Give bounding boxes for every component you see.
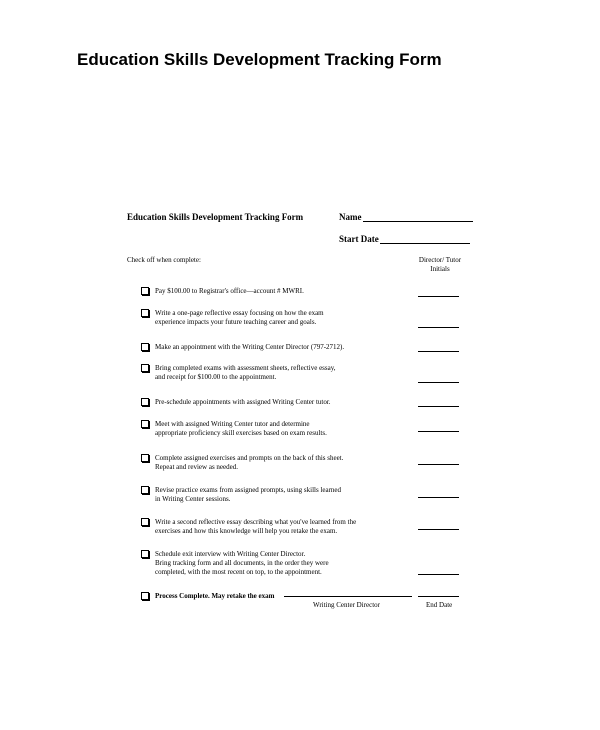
initials-line[interactable] <box>418 327 459 328</box>
list-item <box>141 550 391 577</box>
item-text: Pre-schedule appointments with assigned Writing Center tutor. <box>155 398 331 406</box>
item-text: Write a one-page reflective essay focusing on how the exam experience impacts your future teaching career and goals. <box>155 309 324 326</box>
list-item <box>141 420 391 438</box>
item-text: Make an appointment with the Writing Center Director (797-2712). <box>155 343 345 351</box>
page-title: Education Skills Development Tracking Form <box>77 50 442 69</box>
initials-line[interactable] <box>418 574 459 575</box>
list-item <box>141 287 391 296</box>
end-date-label: End Date <box>426 601 453 609</box>
initials-header: Director/ Tutor Initials <box>418 256 462 273</box>
checkbox[interactable] <box>141 454 149 462</box>
check-off-label: Check off when complete: <box>127 256 201 264</box>
checkbox[interactable] <box>141 287 149 295</box>
list-item <box>141 309 391 327</box>
item-text: Complete assigned exercises and prompts on the back of this sheet. Repeat and review as needed. <box>155 454 344 471</box>
checkbox[interactable] <box>141 486 149 494</box>
list-item <box>141 486 391 504</box>
name-label: Name <box>339 212 362 222</box>
end-date-line[interactable] <box>418 596 459 597</box>
signature-label: Writing Center Director <box>313 601 380 609</box>
name-field[interactable] <box>339 212 473 222</box>
initials-line[interactable] <box>418 406 459 407</box>
checkbox[interactable] <box>141 309 149 317</box>
checkbox[interactable] <box>141 398 149 406</box>
item-text: Revise practice exams from assigned prompts, using skills learned in Writing Center sessions. <box>155 486 342 503</box>
start-date-field[interactable] <box>339 234 470 244</box>
initials-line[interactable] <box>418 431 459 432</box>
final-item <box>141 592 281 601</box>
initials-line[interactable] <box>418 382 459 383</box>
initials-line[interactable] <box>418 351 459 352</box>
start-date-label: Start Date <box>339 234 379 244</box>
list-item <box>141 518 391 536</box>
item-text: Bring completed exams with assessment sheets, reflective essay, and receipt for $100.00 to the appointment. <box>155 364 336 381</box>
checkbox[interactable] <box>141 343 149 351</box>
list-item <box>141 454 391 472</box>
final-text: Process Complete. May retake the exam <box>155 592 275 600</box>
initials-line[interactable] <box>418 529 459 530</box>
form-title: Education Skills Development Tracking Form <box>127 212 304 222</box>
start-date-line[interactable] <box>380 234 470 244</box>
list-item <box>141 343 391 352</box>
item-text: Meet with assigned Writing Center tutor and determine appropriate proficiency skill exercises based on exam results. <box>155 420 327 437</box>
item-text: Schedule exit interview with Writing Center Director. Bring tracking form and all documents, in the order they were completed, with the most recent on top, to the appointment. <box>155 550 329 576</box>
item-text: Write a second reflective essay describing what you've learned from the exercises and how this knowledge will help you retake the exam. <box>155 518 357 535</box>
checkbox[interactable] <box>141 518 149 526</box>
initials-line[interactable] <box>418 464 459 465</box>
list-item <box>141 364 391 382</box>
signature-line[interactable] <box>284 596 412 597</box>
checkbox[interactable] <box>141 420 149 428</box>
checkbox[interactable] <box>141 550 149 558</box>
initials-line[interactable] <box>418 296 459 297</box>
item-text: Pay $100.00 to Registrar's office—account # MWRI. <box>155 287 304 295</box>
list-item <box>141 398 391 407</box>
checkbox[interactable] <box>141 364 149 372</box>
name-line[interactable] <box>363 212 473 222</box>
initials-line[interactable] <box>418 497 459 498</box>
checkbox[interactable] <box>141 592 149 600</box>
